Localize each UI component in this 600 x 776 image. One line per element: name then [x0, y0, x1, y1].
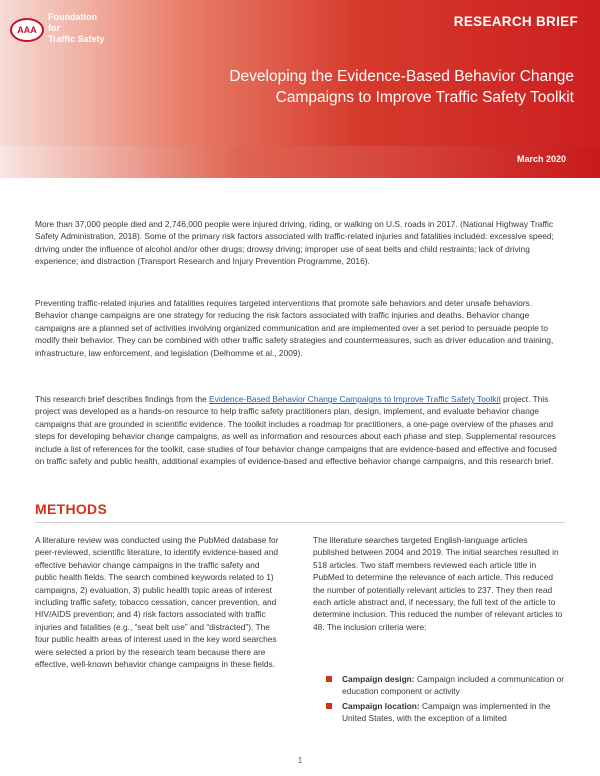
intro-p3-after: project. This project was developed as a hands-on resource to help traffic safety practitioners plan, design, implement, and evaluate behavior change campaigns that are grounded in scientific evidence. The toolkit includes a roadmap for practitioners, a one-page overview of the phases and steps for developing behavior change campaigns, as well as information and resources about each phase and step. Supplemental resources include a list of references for the toolkit, case studies of four behavior change campaigns that are evidence-based and effective and focused on traffic safety and public health, additional examples of evidence-based and effective behavior change campaigns, and this research brief. [35, 394, 557, 467]
square-bullet-icon [326, 703, 332, 709]
intro-paragraph-3 [35, 393, 567, 467]
header-banner [0, 0, 600, 178]
methods-left-column: A literature review was conducted using the PubMed database for peer-reviewed, scientific literature, to identify evidence-based and effective behavior change campaigns in the traffic safety and public health fields. The search combined keywords related to 1) campaigns, 2) evaluation, 3) public health topic areas of interest including traffic safety, tobacco cessation, cancer prevention, and HIV/AIDS prevention; and 4) risk factors associated with traffic injuries and fatalities (e.g., “seat belt use” and “distracted”). The four public health areas of interest used in the key word searches were selected a priori by the research team because there are effective, well-known behavior change campaigns in these fields. [35, 535, 279, 670]
criteria-item [326, 700, 566, 725]
square-bullet-icon [326, 676, 332, 682]
methods-heading: METHODS [35, 501, 108, 517]
criteria-text: Campaign included a communication or education component or activity [342, 674, 565, 697]
header-band [0, 146, 600, 178]
logo-line-3: Traffic Safety [48, 34, 105, 44]
intro-paragraph-2: Preventing traffic-related injuries and fatalities requires targeted interventions that promote safe behaviors and deter unsafe behaviors. Behavior change campaigns are one strategy for reducing the risk factors associated with traffic injuries and deaths. Behavior change campaigns are a planned set of activities involving organized communication and are implemented over a set period to persuade people to modify their behavior. They can be combined with other traffic safety strategies and countermeasures, such as driver education and training, infrastructure, law enforcement, and legislation (Delhomme et al., 2009). [35, 298, 554, 358]
logo-wordmark [48, 12, 138, 45]
aaa-foundation-logo [10, 8, 140, 58]
intro-paragraph-1: More than 37,000 people died and 2,746,000 people were injured driving, riding, or walking on U.S. roads in 2017. (National Highway Traffic Safety Administration, 2018). Some of the primary risk factors associated with traffic-related injuries and fatalities included: excessive speed; driving under the influence of alcohol and/or other drugs; drowsy driving; improper use of seat belts and child restraints; lack of driving experience; and distraction (Transport Research and Injury Prevention Programme, 2016). [35, 219, 554, 267]
research-brief-label: RESEARCH BRIEF [453, 14, 578, 29]
intro-p3-before: This research brief describes findings from the [35, 394, 210, 404]
criteria-label: Campaign design: [342, 674, 415, 684]
document-title: Developing the Evidence-Based Behavior Change Campaigns to Improve Traffic Safety Toolkit [229, 68, 574, 106]
criteria-text: Campaign was implemented in the United States, with the exception of a limited [342, 700, 551, 724]
methods-right-column: The literature searches targeted English-language articles published between 2004 and 2019. The initial searches resulted in 518 articles. Two staff members reviewed each article title in PubMed to determine the relevance of each article. This reduced the number of potentially relevant articles to 237. They then read each article abstract and, if necessary, the full text of the article to determine inclusion. This reduced the number of relevant articles to 48. The inclusion criteria were: [313, 535, 563, 632]
aaa-logo-mark: AAA [10, 18, 44, 42]
toolkit-link[interactable]: Evidence-Based Behavior Change Campaigns to Improve Traffic Safety Toolkit [209, 394, 501, 404]
publication-date: March 2020 [516, 154, 566, 164]
logo-line-1: Foundation [48, 12, 97, 22]
section-divider [35, 522, 565, 523]
inclusion-criteria-list [326, 673, 566, 727]
criteria-label: Campaign location: [342, 700, 420, 711]
page-number: 1 [297, 756, 303, 765]
criteria-item [326, 673, 566, 698]
logo-line-2: for [48, 23, 60, 33]
